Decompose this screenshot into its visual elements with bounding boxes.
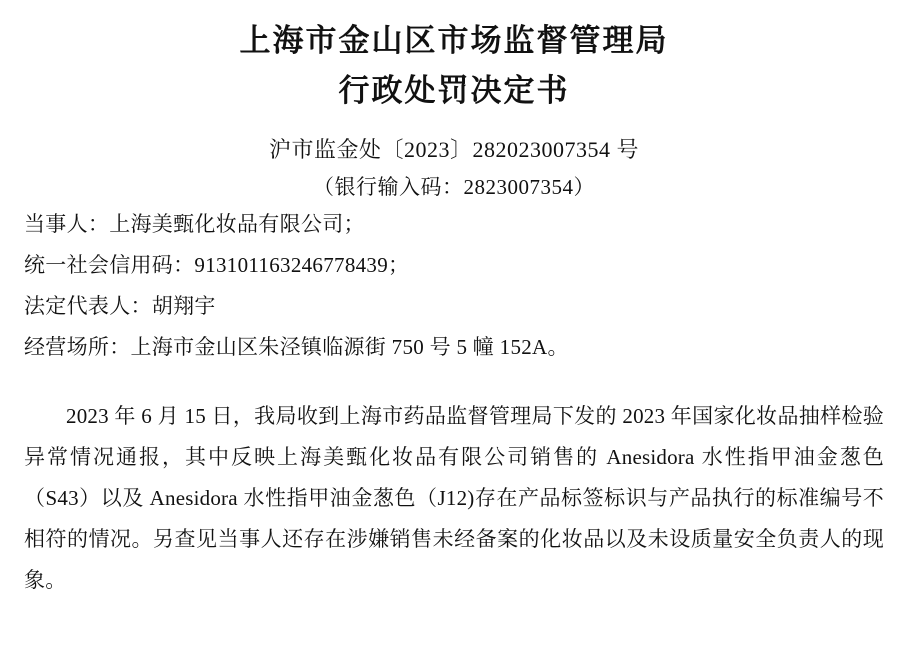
field-party: 当事人：上海美甄化妆品有限公司； <box>24 212 365 236</box>
body-paragraph-1: 2023 年 6 月 15 日，我局收到上海市药品监督管理局下发的 2023 年国家化妆品抽样检验异常情况通报，其中反映上海美甄化妆品有限公司销售的 Anesidora 水性指甲油金葱色（S43）以及 Anesidora 水性指甲油金葱色（J12)存在产品标签标识与产品执行的标准编号不相符的情况。另查见当事人还存在涉嫌销售未经备案的化妆品以及未设质量安全负责人的现象。 <box>24 404 884 592</box>
document-number: 沪市监金处〔2023〕282023007354 号 <box>268 137 639 162</box>
field-legal-representative: 法定代表人：胡翔宇 <box>24 294 216 318</box>
page-title: 上海市金山区市场监督管理局 <box>239 23 669 58</box>
bank-input-code: （银行输入码：2823007354） <box>313 175 595 199</box>
field-business-address: 经营场所：上海市金山区朱泾镇临源街 750 号 5 幢 152A。 <box>24 335 569 359</box>
field-credit-code: 统一社会信用码：913101163246778439； <box>24 253 410 277</box>
page-subtitle: 行政处罚决定书 <box>338 73 570 108</box>
